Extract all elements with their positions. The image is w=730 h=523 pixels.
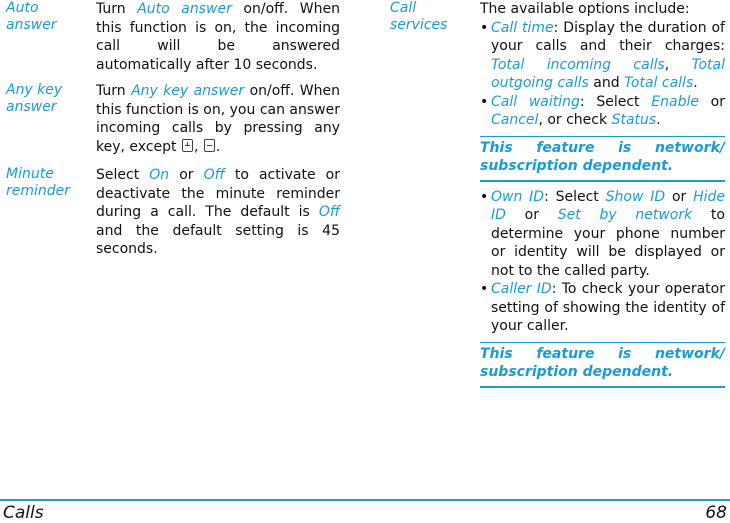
network-note-2: This feature is network/ subscription dependent.: [480, 342, 725, 388]
bullet-own-id: • Own ID: Select Show ID or Hide ID or Set by network to determine your phone number or identity will be displayed or not to the called party.: [480, 188, 725, 281]
bullet-caller-id: • Caller ID: To check your operator setting of showing the identity of your caller.: [480, 280, 725, 336]
desc-call-services: [480, 0, 725, 394]
desc-minute-reminder: Select On or Off to activate or deactivate the minute reminder during a call. The default is Off and the default setting is 45 seconds.: [96, 167, 340, 257]
desc-any-key-answer: Turn Any key answer on/off. When this function is on, you can answer incoming calls by pressing any key, except , .: [96, 83, 340, 155]
options-intro: The available options include:: [480, 1, 690, 17]
page-number: 68: [705, 503, 727, 523]
term-auto-answer: Auto answer: [6, 0, 57, 33]
term-call-services: Call services: [390, 0, 448, 33]
network-note-1: This feature is network/ subscription dependent.: [480, 136, 725, 182]
term-minute-reminder: Minute reminder: [6, 166, 71, 199]
footer-section-title: Calls: [3, 503, 44, 523]
end-call-key-icon: [182, 139, 193, 152]
minus-key-icon: [204, 139, 215, 152]
footer-rule: [0, 499, 730, 501]
desc-auto-answer: Turn Auto answer on/off. When this function is on, the incoming call will be answered automatically after 10 seconds.: [96, 1, 340, 73]
term-any-key-answer: Any key answer: [6, 82, 63, 115]
bullet-call-waiting: • Call waiting: Select Enable or Cancel, or check Status.: [480, 93, 725, 130]
bullet-call-time: • Call time: Display the duration of your calls and their charges: Total incoming calls, Total outgoing calls and Total calls.: [480, 19, 725, 93]
